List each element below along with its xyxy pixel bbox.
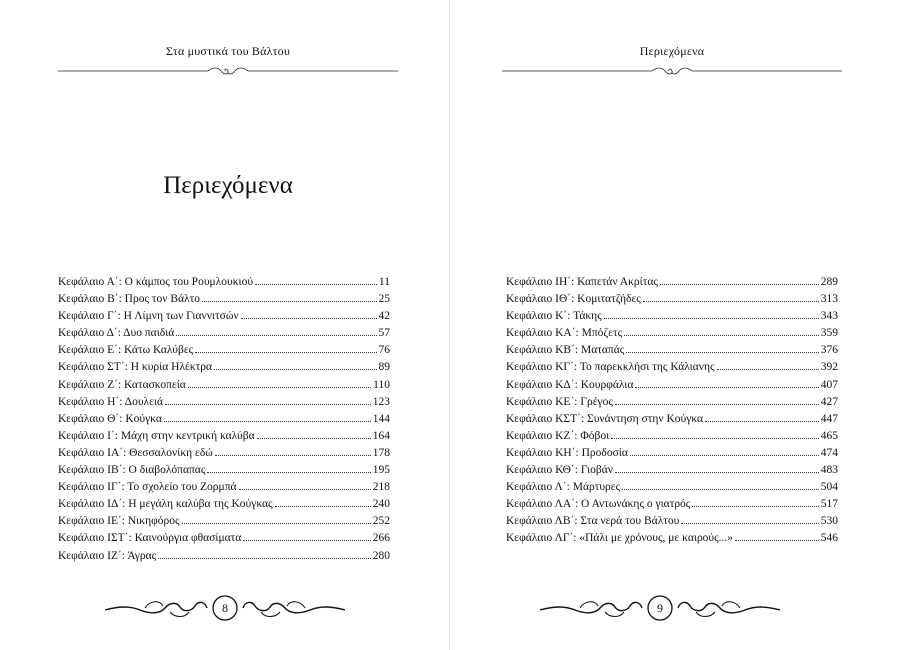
toc-entry — [506, 498, 838, 515]
toc-entry — [506, 379, 838, 396]
toc-entry-title: Κεφάλαιο ΚΕ΄: Γρέγος — [506, 395, 613, 408]
toc-leader-dots — [239, 489, 371, 490]
toc-entry-title: Κεφάλαιο Α΄: Ο κάμπος του Ρουμλουκιού — [58, 276, 254, 288]
header-ornament-rule — [58, 67, 398, 75]
header-ornament-rule — [502, 67, 842, 75]
toc-entry — [506, 396, 838, 413]
toc-entry-page: 392 — [820, 361, 838, 374]
toc-entry-title: Κεφάλαιο ΚΓ΄: Το παρεκκλήσι της Κάλιανης — [506, 361, 715, 374]
toc-leader-dots — [624, 335, 819, 336]
toc-entry — [506, 481, 838, 498]
toc-leader-dots — [604, 318, 819, 319]
toc-entry-title: Κεφάλαιο Ε΄: Κάτω Καλύβες — [58, 344, 194, 357]
toc-entry-title: Κεφάλαιο Η΄: Δουλειά — [58, 395, 164, 408]
toc-entry — [58, 276, 390, 293]
toc-entry-page: 504 — [820, 481, 838, 494]
toc-leader-dots — [214, 369, 376, 370]
toc-entry-title: Κεφάλαιο ΙΗ΄: Καπετάν Ακρίτας — [506, 276, 658, 288]
toc-leader-dots — [257, 438, 371, 439]
toc-entry-title: Κεφάλαιο ΙΖ΄: Άγρας — [58, 549, 157, 562]
toc-entry-title: Κεφάλαιο Γ΄: Η Λίμνη των Γιαννιτσών — [58, 310, 239, 323]
toc-leader-dots — [630, 455, 819, 456]
toc-entry-title: Κεφάλαιο ΣΤ΄: Η κυρία Ηλέκτρα — [58, 361, 213, 374]
toc-entry — [506, 532, 838, 549]
toc-entry-page: 110 — [373, 378, 390, 391]
toc-entry — [58, 481, 390, 498]
toc-entry — [58, 464, 390, 481]
toc-leader-dots — [692, 506, 818, 507]
toc-leader-dots — [188, 387, 371, 388]
toc-leader-dots — [176, 335, 376, 336]
toc-leader-dots — [615, 472, 819, 473]
toc-entry — [506, 327, 838, 344]
toc-entry-title: Κεφάλαιο ΙΕ΄: Νικηφόρος — [58, 515, 180, 528]
toc-entry-title: Κεφάλαιο Κ΄: Τάκης — [506, 310, 602, 323]
toc-leader-dots — [643, 301, 819, 302]
toc-entry-page: 164 — [372, 429, 390, 442]
toc-entry — [506, 344, 838, 361]
toc-leader-dots — [635, 387, 818, 388]
toc-entry — [506, 413, 838, 430]
toc-entry — [506, 447, 838, 464]
toc-entry — [506, 276, 838, 293]
toc-leader-dots — [182, 523, 371, 524]
toc-entry-page: 178 — [372, 446, 390, 459]
footer-ornament — [105, 594, 345, 622]
toc-list — [506, 276, 838, 550]
toc-entry — [58, 361, 390, 378]
toc-entry-page: 252 — [372, 515, 390, 528]
toc-leader-dots — [705, 421, 819, 422]
toc-entry-title: Κεφάλαιο Ι΄: Μάχη στην κεντρική καλύβα — [58, 429, 255, 442]
toc-entry-page: 25 — [378, 293, 390, 306]
toc-entry-title: Κεφάλαιο ΛΒ΄: Στα νερά του Βάλτου — [506, 515, 680, 528]
running-head: Περιεχόμενα — [639, 44, 705, 58]
toc-entry — [506, 361, 838, 378]
toc-entry — [58, 447, 390, 464]
page-title: Περιεχόμενα — [163, 172, 293, 199]
toc-entry-page: 280 — [372, 549, 390, 562]
toc-entry — [58, 344, 390, 361]
toc-entry-title: Κεφάλαιο Λ΄: Μάρτυρες — [506, 481, 621, 494]
toc-leader-dots — [626, 352, 818, 353]
toc-entry-page: 89 — [378, 361, 390, 374]
toc-entry — [58, 396, 390, 413]
toc-leader-dots — [195, 352, 376, 353]
toc-entry-title: Κεφάλαιο ΚΒ΄: Ματαπάς — [506, 344, 625, 357]
footer-ornament — [540, 594, 780, 622]
toc-entry-page: 289 — [820, 276, 838, 288]
toc-entry-page: 483 — [820, 464, 838, 477]
toc-entry-page: 376 — [820, 344, 838, 357]
toc-entry-page: 240 — [372, 498, 390, 511]
toc-entry-title: Κεφάλαιο ΚΗ΄: Προδοσία — [506, 446, 628, 459]
toc-entry-page: 76 — [378, 344, 390, 357]
toc-entry — [58, 430, 390, 447]
toc-entry-page: 343 — [820, 310, 838, 323]
toc-entry-title: Κεφάλαιο ΚΘ΄: Γιοβάν — [506, 464, 613, 477]
page-number: 8 — [222, 601, 228, 615]
toc-entry — [58, 327, 390, 344]
toc-entry-page: 42 — [378, 310, 390, 323]
right-page — [450, 0, 900, 650]
toc-entry-page: 447 — [820, 412, 838, 425]
toc-entry — [58, 532, 390, 549]
toc-entry — [58, 550, 390, 567]
toc-entry-title: Κεφάλαιο ΚΖ΄: Φόβοι — [506, 429, 610, 442]
toc-entry — [506, 515, 838, 532]
toc-entry-title: Κεφάλαιο Δ΄: Δυο παιδιά — [58, 327, 175, 340]
toc-entry-page: 123 — [372, 395, 390, 408]
toc-entry — [58, 379, 390, 396]
toc-entry-title: Κεφάλαιο ΛΓ΄: «Πάλι με χρόνους, με καιρούς...» — [506, 532, 734, 545]
toc-list — [58, 276, 390, 567]
toc-entry-title: Κεφάλαιο ΙΔ΄: Η μεγάλη καλύβα της Κούγκας — [58, 498, 273, 511]
toc-leader-dots — [207, 472, 370, 473]
toc-entry-title: Κεφάλαιο ΚΔ΄: Κουρφάλια — [506, 378, 634, 391]
toc-entry-page: 474 — [820, 446, 838, 459]
toc-entry-title: Κεφάλαιο Β΄: Προς τον Βάλτο — [58, 293, 200, 306]
toc-leader-dots — [681, 523, 818, 524]
toc-leader-dots — [243, 540, 370, 541]
toc-leader-dots — [622, 489, 819, 490]
running-head: Στα μυστικά του Βάλτου — [165, 44, 291, 58]
toc-entry-page: 218 — [372, 481, 390, 494]
toc-entry — [506, 310, 838, 327]
toc-entry-title: Κεφάλαιο ΙΒ΄: Ο διαβολόπαπας — [58, 464, 206, 477]
toc-leader-dots — [202, 301, 377, 302]
toc-entry-title: Κεφάλαιο ΙΑ΄: Θεσσαλονίκη εδώ — [58, 446, 213, 459]
toc-leader-dots — [615, 404, 819, 405]
toc-entry-page: 407 — [820, 378, 838, 391]
toc-leader-dots — [241, 318, 377, 319]
toc-entry-title: Κεφάλαιο ΙΣΤ΄: Καινούργια φθασίματα — [58, 532, 242, 545]
toc-entry-page: 11 — [378, 276, 390, 288]
toc-entry-page: 266 — [372, 532, 390, 545]
toc-entry-page: 427 — [820, 395, 838, 408]
toc-leader-dots — [164, 421, 371, 422]
toc-leader-dots — [735, 540, 819, 541]
toc-entry-title: Κεφάλαιο ΙΘ΄: Κομιτατζήδες — [506, 293, 641, 306]
toc-entry-title: Κεφάλαιο ΚΣΤ΄: Συνάντηση στην Κούγκα — [506, 412, 704, 425]
toc-leader-dots — [611, 438, 819, 439]
toc-entry-page: 546 — [820, 532, 838, 545]
toc-entry-title: Κεφάλαιο ΙΓ΄: Το σχολείο του Ζορμπά — [58, 481, 237, 494]
toc-entry-page: 517 — [820, 498, 838, 511]
toc-entry — [58, 413, 390, 430]
toc-entry-page: 195 — [372, 464, 390, 477]
toc-leader-dots — [158, 558, 371, 559]
toc-entry-title: Κεφάλαιο ΛΑ΄: Ο Αντωνάκης ο γιατρός — [506, 498, 691, 511]
toc-entry — [58, 293, 390, 310]
toc-entry-page: 465 — [820, 429, 838, 442]
toc-entry-page: 57 — [378, 327, 390, 340]
toc-entry-page: 359 — [820, 327, 838, 340]
toc-leader-dots — [717, 369, 819, 370]
toc-entry-title: Κεφάλαιο Ζ΄: Κατασκοπεία — [58, 378, 186, 391]
toc-leader-dots — [660, 284, 819, 285]
toc-entry — [58, 310, 390, 327]
toc-entry — [506, 430, 838, 447]
toc-entry — [506, 464, 838, 481]
toc-entry — [58, 515, 390, 532]
toc-leader-dots — [255, 284, 377, 285]
toc-leader-dots — [215, 455, 371, 456]
toc-entry — [506, 293, 838, 310]
toc-leader-dots — [165, 404, 371, 405]
toc-entry-title: Κεφάλαιο Θ΄: Κούγκα — [58, 412, 162, 425]
toc-entry-page: 144 — [372, 412, 390, 425]
toc-entry-page: 313 — [820, 293, 838, 306]
toc-entry-title: Κεφάλαιο ΚΑ΄: Μπόζετς — [506, 327, 623, 340]
page-number: 9 — [657, 601, 663, 615]
toc-entry — [58, 498, 390, 515]
toc-entry-page: 530 — [820, 515, 838, 528]
toc-leader-dots — [275, 506, 371, 507]
